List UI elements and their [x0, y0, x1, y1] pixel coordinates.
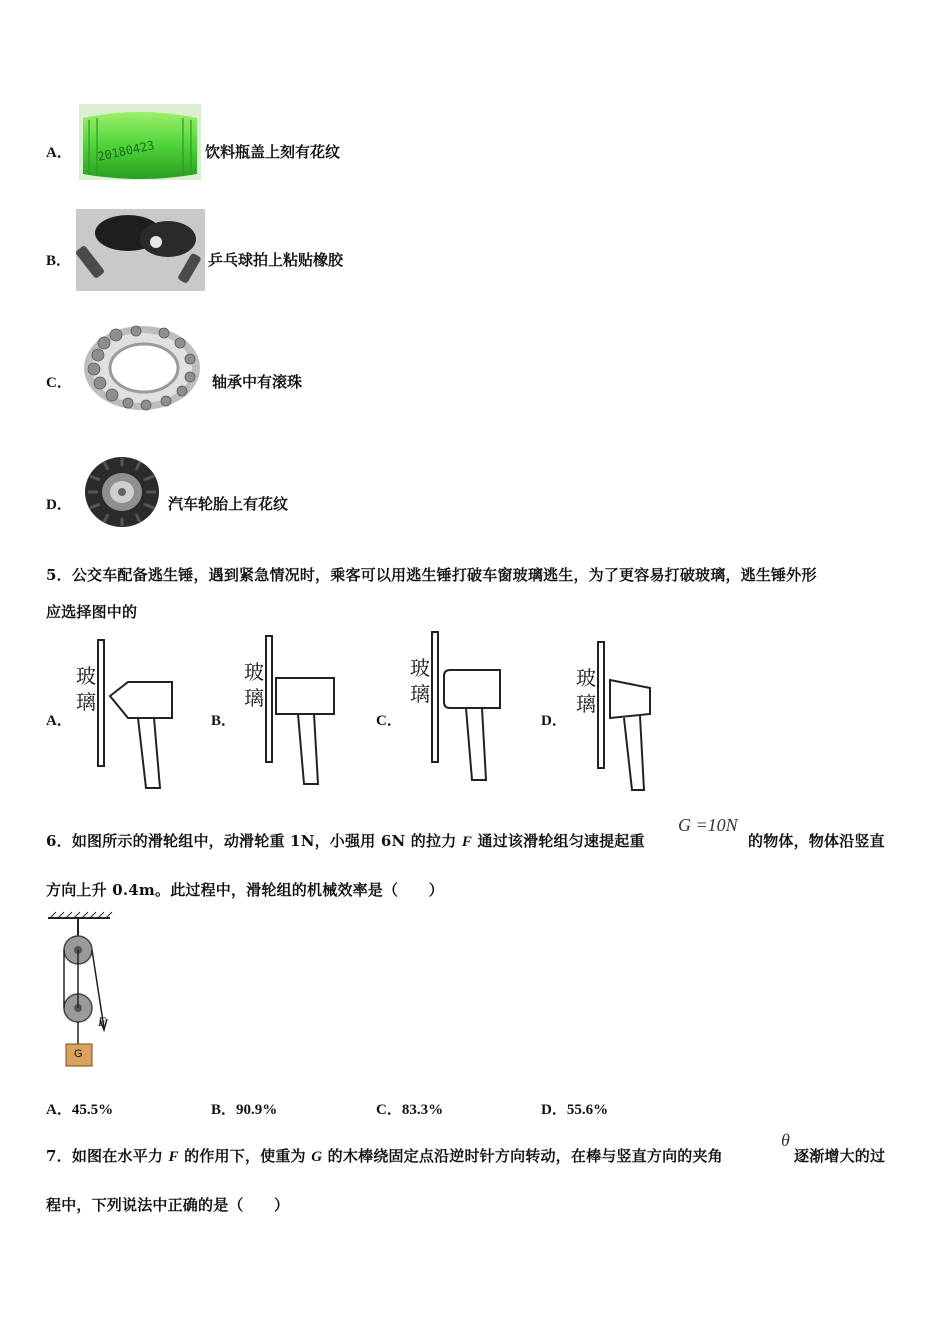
q6-answer-a-value: 45.5% [71, 1102, 114, 1118]
hammer-a-diagram [70, 638, 180, 794]
q6-stem-part-2: 通过该滑轮组匀速提起重 [477, 832, 645, 850]
glass-label-a-2: 璃 [76, 690, 96, 714]
hammer-c-diagram [404, 630, 514, 790]
q6-answer-d-value: 55.6% [566, 1102, 609, 1118]
bearing-icon [80, 325, 202, 411]
q6-stem-part-3: 的物体，物体沿竖直 [748, 832, 885, 850]
pulley-force-label: F [98, 1014, 106, 1029]
q4-option-d-letter: D． [46, 497, 72, 513]
q6-answer-c [376, 1098, 443, 1119]
q6-answer-b-letter: B． [211, 1102, 237, 1118]
pulley-system-diagram [44, 910, 124, 1072]
q4-option-c-text: 轴承中有滚珠 [212, 373, 303, 391]
q6-force-symbol: F [461, 834, 473, 850]
bearing-image [80, 325, 202, 411]
glass-label-b-2: 璃 [244, 686, 264, 710]
q5-stem-line-1: 5．公交车配备逃生锤，遇到紧急情况时，乘客可以用逃生锤打破车窗玻璃逃生，为了更容易打破玻璃，逃生锤外形 [46, 566, 817, 584]
tire-icon [84, 456, 160, 528]
q6-answer-d-letter: D． [541, 1102, 567, 1118]
q7-weight-symbol: G [311, 1149, 323, 1165]
q7-stem-part-3: 的木棒绕固定点沿逆时针方向转动，在棒与竖直方向的夹角 [327, 1147, 723, 1165]
ping-pong-paddle-image [76, 209, 205, 291]
q6-answer-a [46, 1098, 113, 1119]
q4-option-c-letter: C． [46, 375, 72, 391]
pulley-weight-label: G [74, 1048, 83, 1060]
q6-answer-b-value: 90.9% [236, 1102, 278, 1118]
hammer-b-diagram [238, 634, 348, 790]
glass-label-c-2: 璃 [410, 682, 430, 706]
q4-option-b-text: 乒乓球拍上粘贴橡胶 [208, 251, 344, 269]
q7-stem-part-1: 7．如图在水平力 [46, 1147, 164, 1165]
q6-answer-b [211, 1098, 277, 1119]
q7-theta-symbol: θ [781, 1130, 790, 1150]
glass-label-b-1: 玻 [244, 660, 264, 684]
q6-weight-formula-text: G =10N [678, 815, 738, 835]
q6-answer-c-letter: C． [376, 1102, 402, 1118]
q5-option-c-letter: C． [376, 713, 402, 729]
tire-image [84, 456, 160, 528]
q7-stem-part-4: 逐渐增大的过 [794, 1147, 886, 1165]
q6-stem-line-1 [46, 830, 645, 851]
q5-option-d-letter: D． [541, 713, 567, 729]
q6-answer-a-letter: A． [46, 1102, 72, 1118]
ping-pong-paddle-icon [76, 209, 205, 291]
q7-stem-line-1 [46, 1145, 723, 1166]
q7-stem-line-2: 程中，下列说法中正确的是（ ） [46, 1196, 290, 1214]
q7-force-symbol: F [168, 1149, 179, 1165]
q5-stem-line-2: 应选择图中的 [46, 603, 138, 621]
pulley-system-icon [44, 910, 124, 1072]
q6-weight-formula [678, 815, 738, 836]
glass-label-a-1: 玻 [76, 664, 96, 688]
q6-answer-c-value: 83.3% [401, 1102, 444, 1118]
glass-label-c-1: 玻 [410, 656, 430, 680]
q5-option-b-letter: B． [211, 713, 237, 729]
q4-option-a-letter: A． [46, 145, 72, 161]
q4-option-d-text: 汽车轮胎上有花纹 [168, 495, 289, 513]
q5-option-a-letter: A． [46, 713, 72, 729]
q6-stem-part-1: 6．如图所示的滑轮组中，动滑轮重 1N，小强用 6N 的拉力 [46, 832, 457, 850]
bottle-cap-image [79, 104, 201, 180]
bottle-cap-print: 20180423 [96, 138, 156, 164]
q7-stem-part-2: 的作用下，使重为 [184, 1147, 306, 1165]
glass-label-d-2: 璃 [576, 692, 596, 716]
q6-stem-line-2: 方向上升 0.4m。此过程中，滑轮组的机械效率是（ ） [46, 881, 444, 899]
q4-option-a-text: 饮料瓶盖上刻有花纹 [205, 143, 341, 161]
glass-label-d-1: 玻 [576, 666, 596, 690]
hammer-d-diagram [570, 640, 680, 796]
q6-answer-d [541, 1098, 608, 1119]
q4-option-b-letter: B． [46, 253, 72, 269]
